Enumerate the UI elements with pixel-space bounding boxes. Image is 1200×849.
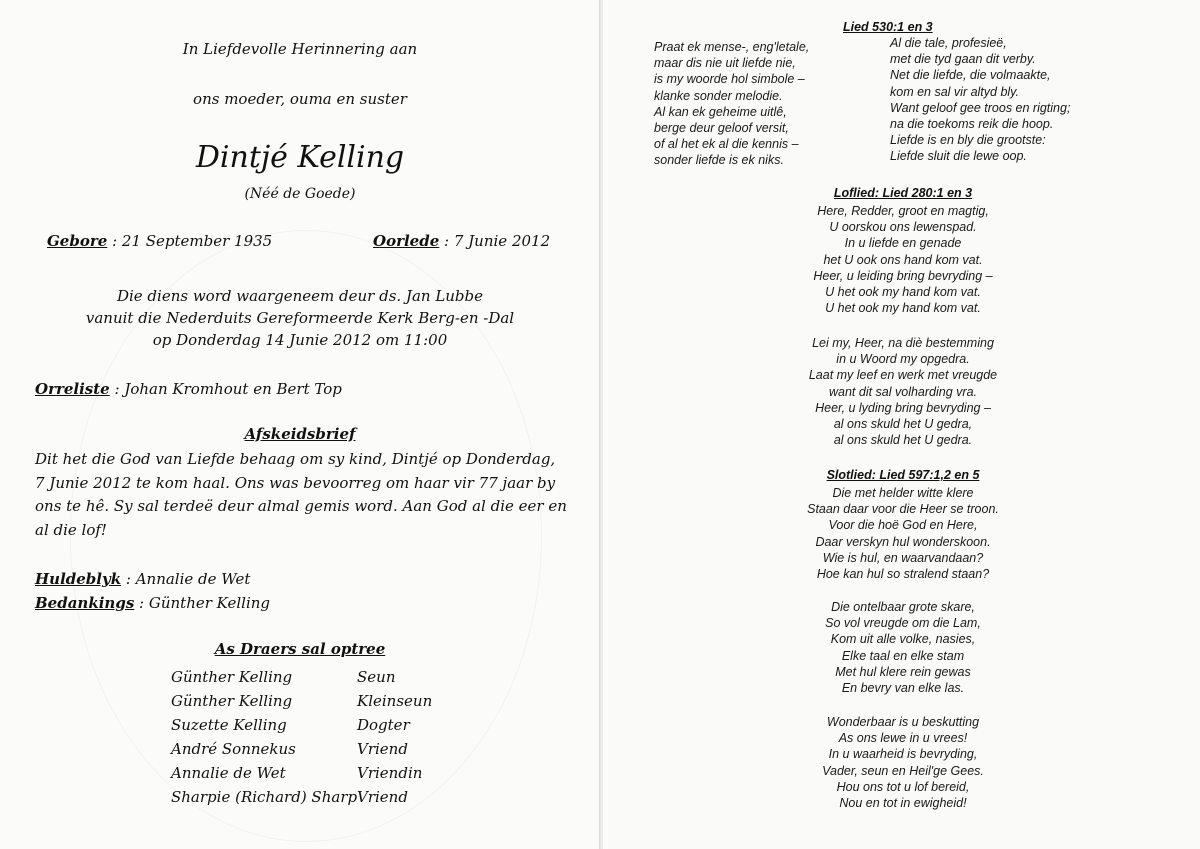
intro-poem xyxy=(654,39,809,169)
right-page xyxy=(603,0,1200,849)
family-heading: ons moeder, ouma en suster xyxy=(193,90,407,108)
maiden-name: (Néé de Goede) xyxy=(244,186,356,202)
hymn-line: al ons skuld het U gedra, xyxy=(833,417,973,432)
bearer-name: André Sonnekus xyxy=(171,740,296,758)
farewell-title xyxy=(0,425,600,443)
hymn-line: U oorskou ons lewenspad. xyxy=(829,220,977,235)
hymn-line: in u Woord my opgedra. xyxy=(836,352,970,367)
bearer-relation: Vriend xyxy=(357,788,408,806)
hymn-line: Met hul klere rein gewas xyxy=(835,664,971,679)
hymn-line: Wie is hul, en waarvandaan? xyxy=(822,550,984,565)
poem-line: is my woorde hol simbole – xyxy=(654,72,805,87)
farewell-line: ons te hê. Sy sal terdeë deur almal gemis word. Aan God al die eer en xyxy=(35,497,567,515)
hymn-line: Liefde sluit die lewe oop. xyxy=(890,149,1027,164)
bearer-row xyxy=(171,737,432,761)
service-line: op Donderdag 14 Junie 2012 om 11:00 xyxy=(152,331,448,349)
hymn-line: Vader, seun en Heil'ge Gees. xyxy=(822,763,984,778)
bearer-relation: Kleinseun xyxy=(357,692,433,710)
hymn-line: Liefde is en bly die grootste: xyxy=(890,133,1046,148)
hymn-line: En bevry van elke las. xyxy=(841,681,965,696)
hymn-line: Hou ons tot u lof bereid, xyxy=(836,779,970,794)
born-row xyxy=(47,232,272,250)
hymn-line: al ons skuld het U gedra. xyxy=(833,433,973,448)
farewell-line: Dit het die God van Liefde behaag om sy kind, Dintjé op Donderdag, xyxy=(35,450,556,468)
born-value: : 21 September 1935 xyxy=(112,232,273,250)
bearer-row xyxy=(171,665,432,689)
hymn-line: na die toekoms reik die hoop. xyxy=(890,117,1054,132)
bearer-relation: Vriend xyxy=(357,740,408,758)
hymn2-title: Loflied: Lied 280:1 en 3 xyxy=(833,186,973,200)
poem-line: klanke sonder melodie. xyxy=(654,88,783,103)
thanks-row xyxy=(35,594,270,612)
poem-line: Al kan ek geheime uitlê, xyxy=(654,104,787,119)
tribute-value: : Annalie de Wet xyxy=(125,570,251,588)
hymn-line: Here, Redder, groot en magtig, xyxy=(817,204,989,218)
service-line: vanuit die Nederduits Gereformeerde Kerk Berg-en -Dal xyxy=(85,309,515,327)
farewell-line: 7 Junie 2012 te kom haal. Ons was bevoorreg om haar vir 77 jaar by xyxy=(35,473,556,492)
tribute-row xyxy=(35,570,250,588)
hymn-line: kom en sal vir altyd bly. xyxy=(890,84,1019,99)
hymn3-title: Slotlied: Lied 597:1,2 en 5 xyxy=(826,468,980,482)
hymn-line: Wonderbaar is u beskutting xyxy=(826,715,980,729)
hymn1-title: Lied 530:1 en 3 xyxy=(843,20,933,34)
thanks-value: : Günther Kelling xyxy=(139,594,271,612)
hymn-line: Kom uit alle volke, nasies, xyxy=(830,632,976,647)
bearer-row xyxy=(171,785,432,809)
farewell-line: al die lof! xyxy=(35,520,107,539)
hymn-line: Die ontelbaar grote skare, xyxy=(831,600,975,614)
died-row xyxy=(373,232,550,250)
hymn3-verse1 xyxy=(703,485,1103,582)
hymn-line: Heer, u leiding bring bevryding – xyxy=(813,268,993,283)
bearers-list xyxy=(171,665,432,809)
bearer-row xyxy=(171,713,432,737)
hymn-line: Voor die hoë God en Here, xyxy=(828,518,978,533)
bearer-name: Annalie de Wet xyxy=(171,764,286,782)
hymn-line: Laat my leef en werk met vreugde xyxy=(808,368,998,383)
hymn-line: In u liefde en genade xyxy=(844,236,962,251)
deceased-name: Dintjé Kelling xyxy=(195,140,405,175)
service-line: Die diens word waargeneem deur ds. Jan Lubbe xyxy=(116,287,484,305)
hymn-line: U het ook my hand kom vat. xyxy=(825,285,981,300)
organist-label: Orreliste xyxy=(35,380,110,398)
bearer-row xyxy=(171,689,432,713)
bearer-relation: Dogter xyxy=(357,716,410,734)
poem-line: maar dis nie uit liefde nie, xyxy=(654,56,796,71)
hymn2-verse1 xyxy=(703,203,1103,316)
bearer-relation: Vriendin xyxy=(357,764,423,782)
hymn-line: Staan daar voor die Heer se troon. xyxy=(807,502,999,517)
hymn-line: Die met helder witte klere xyxy=(832,486,974,500)
hymn-line: Nou en tot in ewigheid! xyxy=(839,796,967,811)
poem-line: sonder liefde is ek niks. xyxy=(654,153,784,168)
hymn-line: Elke taal en elke stam xyxy=(841,648,965,663)
tribute-label: Huldeblyk xyxy=(35,570,122,588)
poem-line: of al het ek al die kennis – xyxy=(654,137,799,152)
hymn1-verse xyxy=(890,35,1070,165)
hymn-line: want dit sal volharding vra. xyxy=(829,384,977,399)
hymn-line: Daar verskyn hul wonderskoon. xyxy=(815,534,991,549)
hymn-line: Lei my, Heer, na diè bestemming xyxy=(812,336,994,350)
born-label: Gebore xyxy=(47,232,108,250)
hymn-line: Heer, u lyding bring bevryding – xyxy=(815,400,991,415)
farewell-title-text: Afskeidsbrief xyxy=(244,425,356,443)
hymn-line: U het ook my hand kom vat. xyxy=(825,301,981,316)
hymn-line: As ons lewe in u vrees! xyxy=(838,731,968,746)
bearer-relation: Seun xyxy=(357,668,396,686)
service-details xyxy=(0,285,600,351)
died-value: : 7 Junie 2012 xyxy=(444,232,551,250)
bearer-name: Günther Kelling xyxy=(171,668,293,686)
bearer-name: Sharpie (Richard) Sharp xyxy=(171,788,358,806)
hymn-line: In u waarheid is bevryding, xyxy=(828,747,978,762)
bearer-name: Günther Kelling xyxy=(171,692,293,710)
hymn-line: Hoe kan hul so stralend staan? xyxy=(816,567,990,582)
bearer-name: Suzette Kelling xyxy=(171,716,287,734)
memorial-heading: In Liefdevolle Herinnering aan xyxy=(182,40,418,58)
organist-value: : Johan Kromhout en Bert Top xyxy=(114,380,342,398)
thanks-label: Bedankings xyxy=(35,594,135,612)
hymn-line: So vol vreugde om die Lam, xyxy=(825,616,981,631)
hymn-line: het U ook ons hand kom vat. xyxy=(823,252,983,267)
hymn-line: met die tyd gaan dit verby. xyxy=(890,52,1036,67)
hymn3-verse2 xyxy=(703,599,1103,696)
hymn-line: Net die liefde, die volmaakte, xyxy=(890,68,1051,83)
poem-line: Praat ek mense-, eng'letale, xyxy=(654,40,810,54)
bearer-row xyxy=(171,761,432,785)
poem-line: berge deur geloof versit, xyxy=(654,121,789,136)
hymn-line: Al die tale, profesieë, xyxy=(890,36,1007,50)
bearers-title-text: As Draers sal optree xyxy=(214,640,386,658)
died-label: Oorlede xyxy=(373,232,440,250)
organist-row xyxy=(35,380,342,398)
hymn2-verse2 xyxy=(703,335,1103,448)
bearers-title xyxy=(0,640,600,658)
hymn3-verse3 xyxy=(703,714,1103,811)
hymn-line: Want geloof gee troos en rigting; xyxy=(890,100,1071,115)
farewell-letter xyxy=(35,448,567,542)
